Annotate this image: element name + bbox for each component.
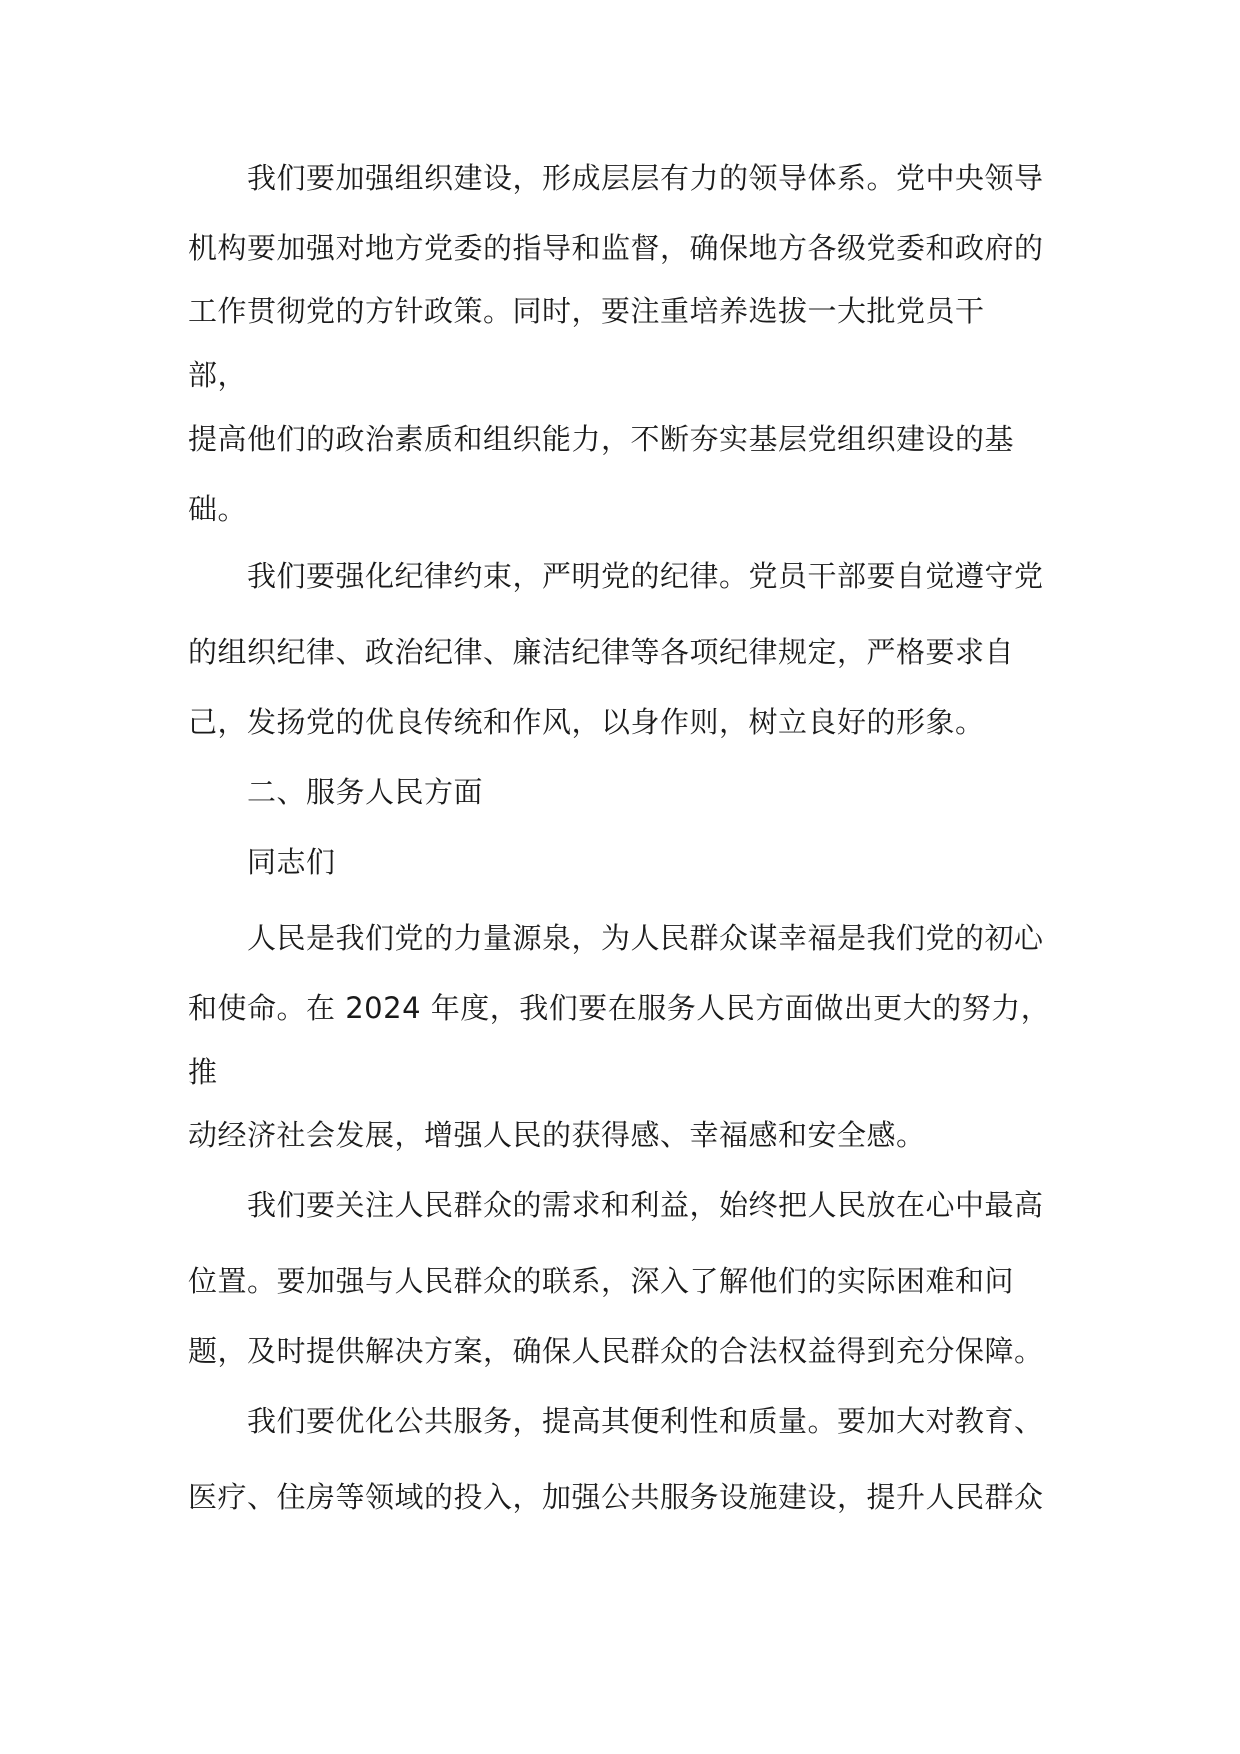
paragraph-line: 我们要加强组织建设，形成层层有力的领导体系。党中央领导 bbox=[247, 161, 1044, 195]
paragraph-line: 础。 bbox=[188, 492, 248, 526]
paragraph-line: 推 bbox=[188, 1055, 218, 1089]
section-heading: 二、服务人民方面 bbox=[247, 775, 484, 809]
paragraph-line: 我们要强化纪律约束，严明党的纪律。党员干部要自觉遵守党 bbox=[247, 559, 1044, 593]
paragraph-line: 位置。要加强与人民群众的联系，深入了解他们的实际困难和问 bbox=[188, 1264, 1015, 1298]
paragraph-line: 的组织纪律、政治纪律、廉洁纪律等各项纪律规定，严格要求自 bbox=[188, 635, 1015, 669]
paragraph-line: 和使命。在 2024 年度，我们要在服务人民方面做出更大的努力， bbox=[188, 991, 1051, 1025]
paragraph-line: 我们要优化公共服务，提高其便利性和质量。要加大对教育、 bbox=[247, 1404, 1044, 1438]
paragraph-line: 医疗、住房等领域的投入，加强公共服务设施建设，提升人民群众 bbox=[188, 1480, 1044, 1514]
paragraph-line: 题，及时提供解决方案，确保人民群众的合法权益得到充分保障。 bbox=[188, 1334, 1044, 1368]
paragraph-line: 动经济社会发展，增强人民的获得感、幸福感和安全感。 bbox=[188, 1118, 926, 1152]
paragraph-line: 人民是我们党的力量源泉，为人民群众谋幸福是我们党的初心 bbox=[247, 921, 1044, 955]
paragraph-line: 机构要加强对地方党委的指导和监督，确保地方各级党委和政府的 bbox=[188, 231, 1044, 265]
paragraph-line: 我们要关注人民群众的需求和利益，始终把人民放在心中最高 bbox=[247, 1188, 1044, 1222]
paragraph-line: 部， bbox=[188, 358, 248, 392]
paragraph-line: 工作贯彻党的方针政策。同时，要注重培养选拔一大批党员干 bbox=[188, 294, 985, 328]
paragraph-line: 己，发扬党的优良传统和作风，以身作则，树立良好的形象。 bbox=[188, 705, 985, 739]
paragraph-line: 提高他们的政治素质和组织能力，不断夯实基层党组织建设的基 bbox=[188, 422, 1015, 456]
salutation: 同志们 bbox=[247, 845, 336, 879]
